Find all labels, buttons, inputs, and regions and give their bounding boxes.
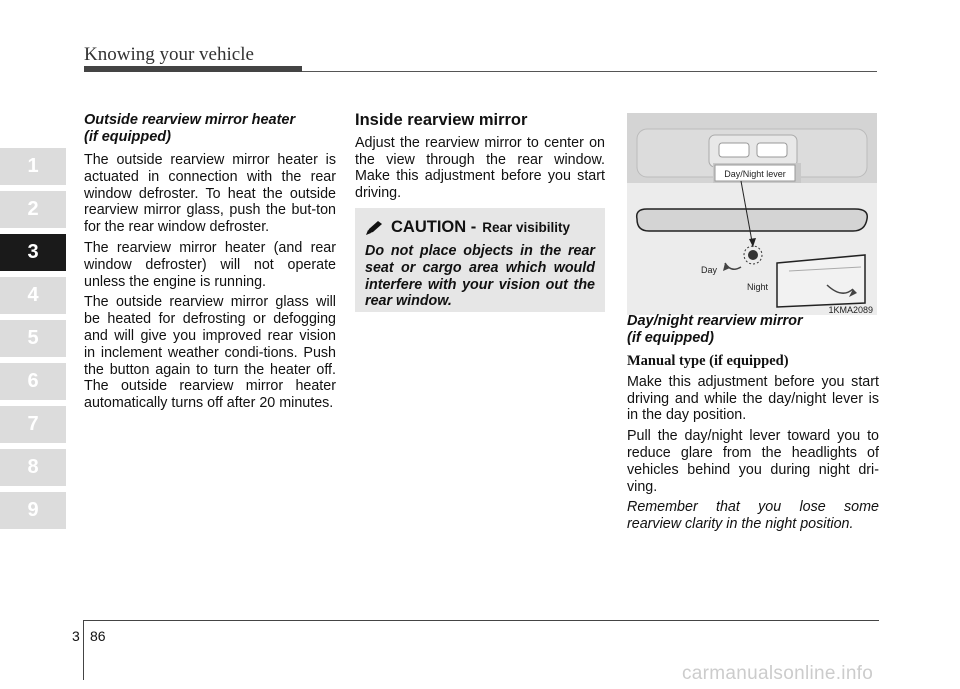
chapter-tabs bbox=[0, 148, 66, 535]
chapter-tab-5[interactable]: 5 bbox=[0, 320, 66, 357]
day-night-para-1: Make this adjustment before you start driving and while the day/night lever is in the day position. bbox=[627, 373, 879, 424]
caution-title: CAUTION - Rear visibility bbox=[365, 218, 595, 237]
chapter-tab-7[interactable]: 7 bbox=[0, 406, 66, 443]
footer-page-number: 86 bbox=[90, 628, 106, 644]
footer-chapter-number: 3 bbox=[72, 628, 80, 644]
column-day-night bbox=[627, 313, 879, 533]
chapter-tab-6[interactable]: 6 bbox=[0, 363, 66, 400]
label-day: Day bbox=[701, 265, 718, 275]
watermark: carmanualsonline.info bbox=[682, 663, 874, 684]
day-night-heading: Day/night rearview mirror (if equipped) bbox=[627, 313, 803, 346]
chapter-tab-2[interactable]: 2 bbox=[0, 191, 66, 228]
illustration-code: 1KMA2089 bbox=[828, 305, 873, 315]
rearview-mirror-illustration bbox=[627, 113, 877, 315]
inside-mirror-para: Adjust the rearview mirror to center on the view through the rear window. Make this adjustment before you start driving. bbox=[355, 134, 605, 202]
column-inside-mirror bbox=[355, 112, 605, 206]
manual-type-label: Manual type (if equipped) bbox=[627, 353, 789, 369]
mirror-heater-para-2: The rearview mirror heater (and rear window defroster) will not operate unless the engine is running. bbox=[84, 239, 336, 290]
header-rule-thick bbox=[84, 66, 302, 72]
day-night-para-3: Remember that you lose some rearview clarity in the night position. bbox=[627, 499, 879, 533]
pencil-icon bbox=[365, 220, 385, 236]
day-night-para-2: Pull the day/night lever toward you to reduce glare from the headlights of vehicles behind you during night dri-ving. bbox=[627, 428, 879, 495]
mirror-heater-para-1: The outside rearview mirror heater is actuated in connection with the rear window defroster. To heat the outside rearview mirror glass, push the but-ton for the rear window defroster. bbox=[84, 152, 336, 236]
footer-divider bbox=[83, 620, 84, 680]
chapter-tab-8[interactable]: 8 bbox=[0, 449, 66, 486]
page-header-title: Knowing your vehicle bbox=[84, 44, 254, 65]
mirror-heater-para-3: The outside rearview mirror glass will be heated for defrosting or defogging and will give you improved rear vision in inclement weather condi-tions. Push the button again to turn the heater off. The outside rearview mirror heater automatically turns off after 20 minutes. bbox=[84, 294, 336, 412]
caution-text: Do not place objects in the rear seat or cargo area which would interfere with your vision out the rear window. bbox=[365, 243, 595, 310]
chapter-tab-1[interactable]: 1 bbox=[0, 148, 66, 185]
chapter-tab-9[interactable]: 9 bbox=[0, 492, 66, 529]
inside-mirror-heading: Inside rearview mirror bbox=[355, 111, 528, 129]
label-day-night-lever: Day/Night lever bbox=[724, 169, 786, 179]
mirror-heater-heading: Outside rearview mirror heater (if equipped) bbox=[84, 112, 296, 145]
column-mirror-heater bbox=[84, 112, 336, 416]
footer-rule bbox=[84, 620, 879, 621]
header-rule-thin bbox=[302, 71, 877, 72]
caution-box bbox=[355, 208, 605, 312]
chapter-tab-4[interactable]: 4 bbox=[0, 277, 66, 314]
label-night: Night bbox=[747, 282, 769, 292]
chapter-tab-3[interactable]: 3 bbox=[0, 234, 66, 271]
